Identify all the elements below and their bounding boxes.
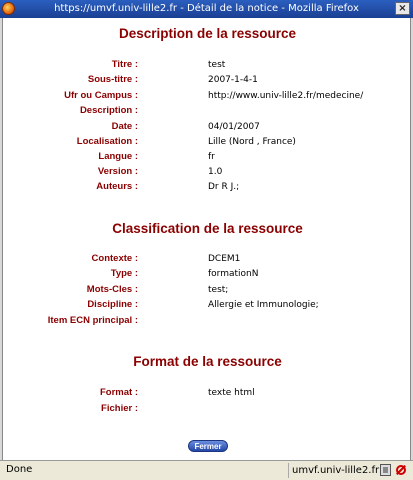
field-row-discipline — [3, 298, 412, 312]
field-row-ufr — [3, 89, 412, 103]
field-row-format — [3, 386, 412, 400]
section-heading-format: Format de la ressource — [133, 354, 282, 369]
field-label: Type : — [110, 268, 138, 279]
field-label: Description : — [79, 105, 138, 116]
notice-content — [2, 18, 411, 460]
field-label: Date : — [111, 121, 138, 132]
field-label: Discipline : — [87, 299, 138, 310]
field-value: 04/01/2007 — [208, 122, 260, 132]
field-row-langue — [3, 150, 412, 164]
window-title: https://umvf.univ-lille2.fr - Détail de la notice - Mozilla Firefox — [54, 3, 359, 14]
window-titlebar — [0, 0, 413, 18]
field-label: Ufr ou Campus : — [64, 90, 138, 101]
field-label: Item ECN principal : — [47, 315, 138, 326]
field-row-sous-titre — [3, 73, 412, 87]
field-value: fr — [208, 152, 215, 162]
field-value: Allergie et Immunologie; — [208, 300, 319, 310]
field-label: Version : — [97, 166, 138, 177]
section-heading-classification: Classification de la ressource — [112, 221, 303, 236]
field-row-type — [3, 267, 412, 281]
field-value: Dr R J.; — [208, 182, 240, 192]
field-value: texte html — [208, 388, 255, 398]
field-row-mots-cles — [3, 283, 412, 297]
lock-icon[interactable] — [380, 464, 391, 476]
field-label: Mots-Cles : — [86, 284, 138, 295]
field-row-fichier — [3, 402, 412, 416]
field-row-item-ecn — [3, 314, 412, 328]
field-label: Sous-titre : — [87, 74, 138, 85]
field-label: Contexte : — [91, 253, 138, 264]
field-label: Fichier : — [101, 403, 138, 414]
field-value: test; — [208, 285, 229, 295]
field-label: Localisation : — [76, 136, 138, 147]
field-row-localisation — [3, 135, 412, 149]
status-text: Done — [6, 464, 33, 475]
field-label: Format : — [100, 387, 138, 398]
fermer-button[interactable]: Fermer — [188, 440, 228, 452]
section-heading-description: Description de la ressource — [118, 26, 297, 41]
field-label: Titre : — [111, 59, 138, 70]
field-value: Lille (Nord , France) — [208, 137, 296, 147]
status-url: umvf.univ-lille2.fr — [288, 463, 381, 478]
field-row-contexte — [3, 252, 412, 266]
field-value: test — [208, 60, 226, 70]
field-value: formationN — [208, 269, 259, 279]
field-value: http://www.univ-lille2.fr/medecine/ — [208, 91, 364, 101]
field-row-description — [3, 104, 412, 118]
field-value: DCEM1 — [208, 254, 241, 264]
field-row-version — [3, 165, 412, 179]
status-bar — [0, 460, 413, 480]
field-value: 2007-1-4-1 — [208, 75, 258, 85]
field-row-auteurs — [3, 180, 412, 194]
field-row-date — [3, 120, 412, 134]
field-label: Langue : — [98, 151, 138, 162]
popup-blocked-icon[interactable] — [395, 464, 408, 476]
window-close-button[interactable]: × — [395, 2, 410, 15]
field-row-titre — [3, 58, 412, 72]
field-label: Auteurs : — [96, 181, 138, 192]
field-value: 1.0 — [208, 167, 223, 177]
